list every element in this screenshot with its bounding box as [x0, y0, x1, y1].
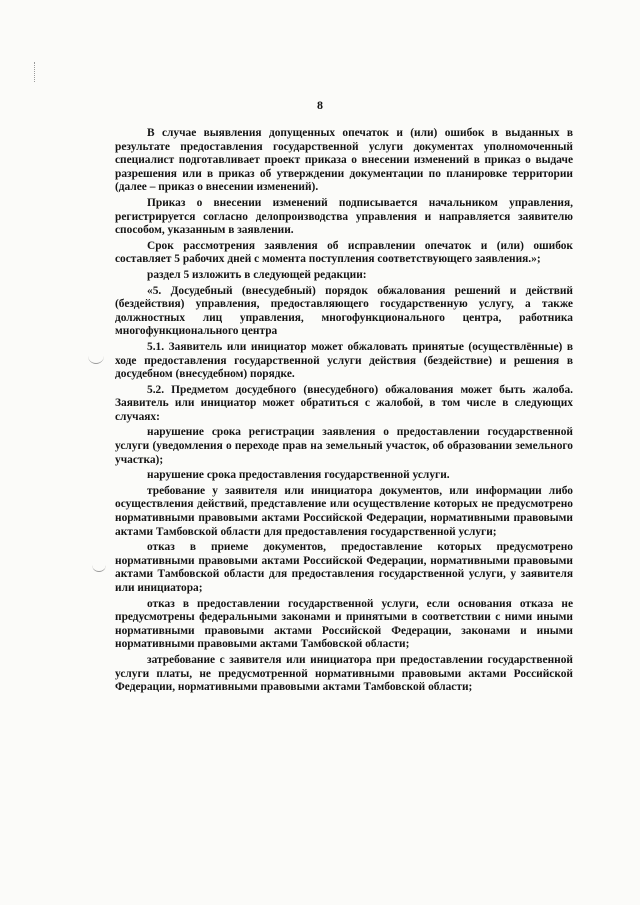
scan-artifact-mark [88, 355, 104, 364]
list-item: отказ в приеме документов, предоставление которых предусмотрено нормативными правовыми актами Российской Федерации, нормативными правовыми актами Тамбовской области для предоставления государственной услуги, у заявителя или инициатора; [115, 541, 573, 594]
list-item: нарушение срока регистрации заявления о предоставлении государственной услуги (уведомления о переходе прав на земельный участок, об образовании земельного участка); [115, 426, 573, 466]
paragraph: Приказ о внесении изменений подписывается начальником управления, регистрируется согласно делопроизводства управления и направляется заявителю способом, указанным в заявлении. [115, 196, 573, 237]
paragraph: 5.2. Предметом досудебного (внесудебного) обжалования может быть жалоба. Заявитель или инициатор может обратиться с жалобой, в том числе в следующих случаях: [115, 383, 573, 423]
page-number: 8 [317, 98, 323, 112]
list-item: нарушение срока предоставления государственной услуги. [147, 469, 450, 482]
list-item: затребование с заявителя или инициатора при предоставлении государственной услуги платы, не предусмотренной нормативными правовыми актами Российской Федерации, нормативными правовыми актами Тамбовской области; [115, 653, 573, 694]
scan-artifact-mark [34, 62, 36, 82]
list-item: отказ в предоставлении государственной услуги, если основания отказа не предусмотрены федеральными законами и принятыми в соответствии с ними иными нормативными правовыми актами Российской Федерации, законами и иными нормативными правовыми актами Тамбовской области; [115, 597, 573, 651]
document-body [115, 127, 573, 697]
paragraph: Срок рассмотрения заявления об исправлении опечаток и (или) ошибок составляет 5 рабочих дней с момента поступления соответствующего заявления.»; [115, 239, 573, 266]
paragraph: 5.1. Заявитель или инициатор может обжаловать принятые (осуществлённые) в ходе предоставления государственной услуги действия (бездействие) и решения в досудебном (внесудебном) порядке. [115, 340, 573, 381]
section-heading: «5. Досудебный (внесудебный) порядок обжалования решений и действий (бездействия) управления, предоставляющего государственную услугу, а также должностных лиц управления, многофункционального центра, работника многофункционального центра [115, 284, 573, 338]
list-item: требование у заявителя или инициатора документов, или информации либо осуществления действий, представление или осуществление которых не предусмотрено нормативными правовыми актами Российской Федерации, нормативными правовыми актами Тамбовской области для предоставления государственной услуги; [115, 484, 573, 538]
paragraph: раздел 5 изложить в следующей редакции: [147, 268, 367, 281]
paragraph: В случае выявления допущенных опечаток и (или) ошибок в выданных в результате предоставления государственной услуги документах уполномоченный специалист подготавливает проект приказа о внесении изменений в приказ о выдаче разрешения или в приказ об утверждении документации по планировке территории (далее – приказ о внесении изменений). [115, 127, 573, 194]
scan-artifact-mark [92, 565, 106, 572]
